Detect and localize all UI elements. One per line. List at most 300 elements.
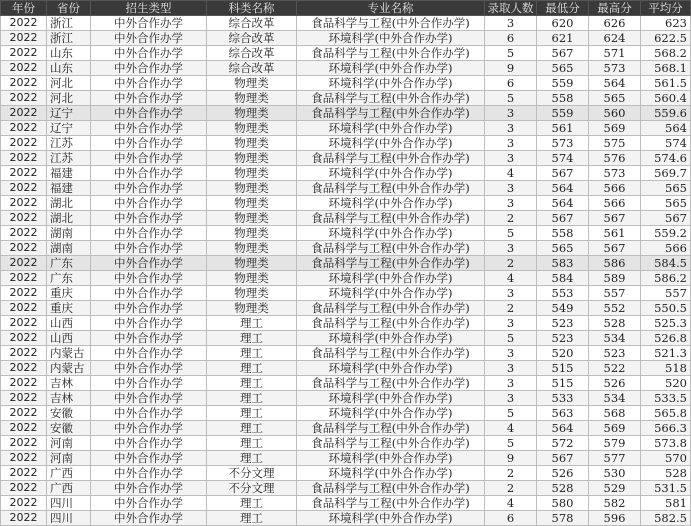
cell-major-name: 食品科学与工程(中外合作办学) (297, 151, 485, 166)
cell-admitted-count: 5 (485, 406, 537, 421)
cell-year: 2022 (1, 136, 47, 151)
cell-major-name: 环境科学(中外合作办学) (297, 61, 485, 76)
cell-year: 2022 (1, 511, 47, 526)
cell-province: 吉林 (47, 376, 91, 391)
cell-year: 2022 (1, 376, 47, 391)
table-row (1, 241, 691, 256)
cell-avg-score: 560.4 (641, 91, 691, 106)
table-row (1, 286, 691, 301)
table-row (1, 196, 691, 211)
cell-subject-category: 物理类 (207, 196, 297, 211)
cell-max-score: 523 (589, 346, 641, 361)
cell-subject-category: 综合改革 (207, 61, 297, 76)
cell-admitted-count: 6 (485, 511, 537, 526)
cell-enroll-type: 中外合作办学 (91, 436, 207, 451)
cell-max-score: 565 (589, 91, 641, 106)
cell-admitted-count: 4 (485, 496, 537, 511)
column-header-enroll-type: 招生类型 (91, 1, 207, 16)
cell-avg-score: 550.5 (641, 301, 691, 316)
cell-subject-category: 理工 (207, 496, 297, 511)
cell-enroll-type: 中外合作办学 (91, 211, 207, 226)
table-row (1, 316, 691, 331)
cell-admitted-count: 2 (485, 481, 537, 496)
cell-admitted-count: 6 (485, 31, 537, 46)
table-row (1, 121, 691, 136)
cell-major-name: 环境科学(中外合作办学) (297, 166, 485, 181)
cell-enroll-type: 中外合作办学 (91, 271, 207, 286)
cell-admitted-count: 3 (485, 136, 537, 151)
cell-major-name: 食品科学与工程(中外合作办学) (297, 241, 485, 256)
cell-max-score: 561 (589, 226, 641, 241)
table-row (1, 91, 691, 106)
cell-enroll-type: 中外合作办学 (91, 376, 207, 391)
cell-enroll-type: 中外合作办学 (91, 421, 207, 436)
cell-subject-category: 理工 (207, 451, 297, 466)
cell-year: 2022 (1, 391, 47, 406)
cell-max-score: 564 (589, 76, 641, 91)
cell-avg-score: 566 (641, 241, 691, 256)
cell-subject-category: 物理类 (207, 301, 297, 316)
cell-major-name: 食品科学与工程(中外合作办学) (297, 91, 485, 106)
cell-enroll-type: 中外合作办学 (91, 76, 207, 91)
cell-avg-score: 525.3 (641, 316, 691, 331)
cell-subject-category: 理工 (207, 331, 297, 346)
cell-year: 2022 (1, 196, 47, 211)
cell-min-score: 621 (537, 31, 589, 46)
cell-subject-category: 物理类 (207, 256, 297, 271)
cell-avg-score: 564 (641, 121, 691, 136)
cell-enroll-type: 中外合作办学 (91, 181, 207, 196)
cell-max-score: 552 (589, 301, 641, 316)
cell-admitted-count: 3 (485, 361, 537, 376)
cell-province: 安徽 (47, 421, 91, 436)
cell-province: 重庆 (47, 286, 91, 301)
cell-avg-score: 622.5 (641, 31, 691, 46)
cell-avg-score: 528 (641, 466, 691, 481)
cell-max-score: 626 (589, 16, 641, 31)
cell-year: 2022 (1, 16, 47, 31)
cell-major-name: 环境科学(中外合作办学) (297, 136, 485, 151)
cell-subject-category: 综合改革 (207, 31, 297, 46)
cell-year: 2022 (1, 256, 47, 271)
cell-year: 2022 (1, 316, 47, 331)
cell-admitted-count: 3 (485, 376, 537, 391)
cell-enroll-type: 中外合作办学 (91, 241, 207, 256)
cell-max-score: 557 (589, 286, 641, 301)
cell-admitted-count: 5 (485, 331, 537, 346)
cell-min-score: 620 (537, 16, 589, 31)
cell-year: 2022 (1, 121, 47, 136)
cell-major-name: 食品科学与工程(中外合作办学) (297, 256, 485, 271)
column-header-admitted-count: 录取人数 (485, 1, 537, 16)
cell-min-score: 523 (537, 331, 589, 346)
cell-min-score: 572 (537, 436, 589, 451)
cell-admitted-count: 3 (485, 391, 537, 406)
cell-admitted-count: 3 (485, 181, 537, 196)
cell-province: 安徽 (47, 406, 91, 421)
cell-subject-category: 理工 (207, 316, 297, 331)
cell-avg-score: 574.6 (641, 151, 691, 166)
cell-subject-category: 理工 (207, 361, 297, 376)
table-row (1, 136, 691, 151)
cell-max-score: 575 (589, 136, 641, 151)
cell-province: 浙江 (47, 31, 91, 46)
cell-major-name: 环境科学(中外合作办学) (297, 226, 485, 241)
cell-year: 2022 (1, 466, 47, 481)
cell-province: 江苏 (47, 151, 91, 166)
cell-min-score: 564 (537, 181, 589, 196)
cell-max-score: 579 (589, 436, 641, 451)
table-row (1, 226, 691, 241)
cell-province: 山东 (47, 61, 91, 76)
cell-province: 四川 (47, 496, 91, 511)
cell-avg-score: 531.5 (641, 481, 691, 496)
cell-year: 2022 (1, 211, 47, 226)
cell-enroll-type: 中外合作办学 (91, 196, 207, 211)
cell-min-score: 515 (537, 376, 589, 391)
table-row (1, 436, 691, 451)
cell-enroll-type: 中外合作办学 (91, 106, 207, 121)
cell-max-score: 529 (589, 481, 641, 496)
cell-year: 2022 (1, 346, 47, 361)
cell-admitted-count: 2 (485, 466, 537, 481)
cell-major-name: 环境科学(中外合作办学) (297, 406, 485, 421)
cell-enroll-type: 中外合作办学 (91, 316, 207, 331)
cell-admitted-count: 2 (485, 256, 537, 271)
cell-admitted-count: 3 (485, 196, 537, 211)
cell-admitted-count: 3 (485, 346, 537, 361)
cell-province: 四川 (47, 511, 91, 526)
cell-major-name: 食品科学与工程(中外合作办学) (297, 16, 485, 31)
cell-major-name: 环境科学(中外合作办学) (297, 391, 485, 406)
cell-avg-score: 568.1 (641, 61, 691, 76)
cell-enroll-type: 中外合作办学 (91, 451, 207, 466)
table-row (1, 391, 691, 406)
cell-major-name: 食品科学与工程(中外合作办学) (297, 181, 485, 196)
cell-enroll-type: 中外合作办学 (91, 391, 207, 406)
cell-avg-score: 566.3 (641, 421, 691, 436)
cell-avg-score: 574 (641, 136, 691, 151)
cell-major-name: 食品科学与工程(中外合作办学) (297, 301, 485, 316)
cell-avg-score: 623 (641, 16, 691, 31)
cell-min-score: 559 (537, 106, 589, 121)
cell-major-name: 环境科学(中外合作办学) (297, 331, 485, 346)
cell-avg-score: 557 (641, 286, 691, 301)
cell-major-name: 环境科学(中外合作办学) (297, 286, 485, 301)
cell-min-score: 574 (537, 151, 589, 166)
cell-avg-score: 565.8 (641, 406, 691, 421)
cell-enroll-type: 中外合作办学 (91, 256, 207, 271)
cell-avg-score: 565 (641, 196, 691, 211)
cell-admitted-count: 3 (485, 121, 537, 136)
cell-province: 河北 (47, 76, 91, 91)
cell-year: 2022 (1, 166, 47, 181)
cell-province: 广东 (47, 271, 91, 286)
cell-year: 2022 (1, 31, 47, 46)
table-row (1, 466, 691, 481)
cell-avg-score: 518 (641, 361, 691, 376)
cell-enroll-type: 中外合作办学 (91, 151, 207, 166)
cell-major-name: 食品科学与工程(中外合作办学) (297, 496, 485, 511)
cell-max-score: 577 (589, 451, 641, 466)
cell-max-score: 528 (589, 316, 641, 331)
cell-min-score: 558 (537, 91, 589, 106)
table-row (1, 211, 691, 226)
cell-min-score: 564 (537, 196, 589, 211)
cell-admitted-count: 9 (485, 451, 537, 466)
cell-max-score: 589 (589, 271, 641, 286)
cell-avg-score: 568.2 (641, 46, 691, 61)
cell-province: 辽宁 (47, 106, 91, 121)
column-header-year: 年份 (1, 1, 47, 16)
cell-max-score: 568 (589, 406, 641, 421)
cell-avg-score: 569.7 (641, 166, 691, 181)
table-row (1, 256, 691, 271)
cell-admitted-count: 4 (485, 166, 537, 181)
cell-enroll-type: 中外合作办学 (91, 31, 207, 46)
cell-province: 山东 (47, 46, 91, 61)
column-header-max-score: 最高分 (589, 1, 641, 16)
cell-min-score: 558 (537, 226, 589, 241)
cell-enroll-type: 中外合作办学 (91, 406, 207, 421)
column-header-major-name: 专业名称 (297, 1, 485, 16)
cell-subject-category: 理工 (207, 421, 297, 436)
cell-major-name: 环境科学(中外合作办学) (297, 31, 485, 46)
cell-year: 2022 (1, 241, 47, 256)
cell-max-score: 624 (589, 31, 641, 46)
cell-avg-score: 567 (641, 211, 691, 226)
cell-min-score: 567 (537, 166, 589, 181)
cell-min-score: 584 (537, 271, 589, 286)
cell-enroll-type: 中外合作办学 (91, 286, 207, 301)
cell-admitted-count: 5 (485, 91, 537, 106)
cell-max-score: 530 (589, 466, 641, 481)
cell-year: 2022 (1, 286, 47, 301)
cell-admitted-count: 2 (485, 301, 537, 316)
cell-year: 2022 (1, 331, 47, 346)
cell-max-score: 534 (589, 331, 641, 346)
table-row (1, 451, 691, 466)
cell-admitted-count: 3 (485, 286, 537, 301)
cell-subject-category: 理工 (207, 391, 297, 406)
cell-min-score: 583 (537, 256, 589, 271)
cell-enroll-type: 中外合作办学 (91, 46, 207, 61)
cell-enroll-type: 中外合作办学 (91, 16, 207, 31)
cell-max-score: 582 (589, 496, 641, 511)
cell-subject-category: 物理类 (207, 121, 297, 136)
cell-min-score: 567 (537, 46, 589, 61)
cell-province: 湖北 (47, 196, 91, 211)
cell-year: 2022 (1, 406, 47, 421)
cell-admitted-count: 3 (485, 16, 537, 31)
cell-year: 2022 (1, 301, 47, 316)
cell-admitted-count: 4 (485, 421, 537, 436)
cell-admitted-count: 2 (485, 211, 537, 226)
cell-enroll-type: 中外合作办学 (91, 226, 207, 241)
table-row (1, 406, 691, 421)
cell-admitted-count: 9 (485, 61, 537, 76)
cell-year: 2022 (1, 361, 47, 376)
cell-subject-category: 物理类 (207, 166, 297, 181)
column-header-province: 省份 (47, 1, 91, 16)
cell-province: 内蒙古 (47, 346, 91, 361)
table-row (1, 181, 691, 196)
cell-min-score: 578 (537, 511, 589, 526)
cell-year: 2022 (1, 76, 47, 91)
cell-major-name: 食品科学与工程(中外合作办学) (297, 346, 485, 361)
cell-avg-score: 561.5 (641, 76, 691, 91)
cell-subject-category: 物理类 (207, 151, 297, 166)
cell-major-name: 食品科学与工程(中外合作办学) (297, 481, 485, 496)
cell-major-name: 食品科学与工程(中外合作办学) (297, 211, 485, 226)
cell-enroll-type: 中外合作办学 (91, 136, 207, 151)
table-row (1, 346, 691, 361)
cell-province: 福建 (47, 181, 91, 196)
table-row (1, 301, 691, 316)
table-row (1, 481, 691, 496)
cell-max-score: 586 (589, 256, 641, 271)
cell-subject-category: 物理类 (207, 91, 297, 106)
cell-major-name: 环境科学(中外合作办学) (297, 466, 485, 481)
cell-min-score: 561 (537, 121, 589, 136)
cell-major-name: 环境科学(中外合作办学) (297, 121, 485, 136)
cell-major-name: 食品科学与工程(中外合作办学) (297, 436, 485, 451)
cell-admitted-count: 5 (485, 436, 537, 451)
cell-max-score: 569 (589, 121, 641, 136)
cell-province: 河南 (47, 451, 91, 466)
cell-province: 河南 (47, 436, 91, 451)
cell-enroll-type: 中外合作办学 (91, 61, 207, 76)
cell-province: 吉林 (47, 391, 91, 406)
cell-avg-score: 565 (641, 181, 691, 196)
table-row (1, 511, 691, 526)
cell-major-name: 环境科学(中外合作办学) (297, 451, 485, 466)
cell-max-score: 566 (589, 181, 641, 196)
cell-min-score: 564 (537, 421, 589, 436)
cell-admitted-count: 3 (485, 316, 537, 331)
cell-province: 湖南 (47, 226, 91, 241)
table-header-row (1, 1, 691, 16)
table-row (1, 106, 691, 121)
cell-min-score: 520 (537, 346, 589, 361)
cell-year: 2022 (1, 496, 47, 511)
cell-province: 湖南 (47, 241, 91, 256)
cell-year: 2022 (1, 151, 47, 166)
cell-subject-category: 物理类 (207, 241, 297, 256)
cell-max-score: 534 (589, 391, 641, 406)
cell-year: 2022 (1, 226, 47, 241)
column-header-min-score: 最低分 (537, 1, 589, 16)
cell-subject-category: 物理类 (207, 76, 297, 91)
cell-avg-score: 584.5 (641, 256, 691, 271)
cell-subject-category: 理工 (207, 436, 297, 451)
cell-min-score: 580 (537, 496, 589, 511)
cell-min-score: 523 (537, 316, 589, 331)
cell-subject-category: 不分文理 (207, 466, 297, 481)
cell-admitted-count: 5 (485, 46, 537, 61)
cell-subject-category: 不分文理 (207, 481, 297, 496)
cell-avg-score: 526.8 (641, 331, 691, 346)
table-row (1, 76, 691, 91)
cell-max-score: 576 (589, 151, 641, 166)
cell-year: 2022 (1, 46, 47, 61)
cell-enroll-type: 中外合作办学 (91, 511, 207, 526)
cell-province: 辽宁 (47, 121, 91, 136)
table-row (1, 271, 691, 286)
cell-major-name: 环境科学(中外合作办学) (297, 511, 485, 526)
cell-major-name: 环境科学(中外合作办学) (297, 271, 485, 286)
cell-province: 福建 (47, 166, 91, 181)
cell-year: 2022 (1, 106, 47, 121)
cell-province: 湖北 (47, 211, 91, 226)
cell-avg-score: 533.5 (641, 391, 691, 406)
cell-subject-category: 物理类 (207, 211, 297, 226)
cell-max-score: 522 (589, 361, 641, 376)
cell-year: 2022 (1, 91, 47, 106)
cell-enroll-type: 中外合作办学 (91, 91, 207, 106)
cell-min-score: 559 (537, 76, 589, 91)
table-row (1, 31, 691, 46)
cell-province: 江苏 (47, 136, 91, 151)
cell-subject-category: 物理类 (207, 136, 297, 151)
cell-max-score: 573 (589, 166, 641, 181)
cell-enroll-type: 中外合作办学 (91, 331, 207, 346)
cell-year: 2022 (1, 451, 47, 466)
cell-avg-score: 582.5 (641, 511, 691, 526)
table-row (1, 151, 691, 166)
table-row (1, 376, 691, 391)
cell-province: 广东 (47, 256, 91, 271)
cell-major-name: 环境科学(中外合作办学) (297, 196, 485, 211)
cell-year: 2022 (1, 421, 47, 436)
cell-max-score: 569 (589, 421, 641, 436)
cell-max-score: 573 (589, 61, 641, 76)
cell-subject-category: 理工 (207, 376, 297, 391)
cell-avg-score: 521.3 (641, 346, 691, 361)
cell-min-score: 565 (537, 61, 589, 76)
cell-min-score: 565 (537, 241, 589, 256)
cell-max-score: 571 (589, 46, 641, 61)
cell-min-score: 533 (537, 391, 589, 406)
cell-min-score: 553 (537, 286, 589, 301)
cell-major-name: 食品科学与工程(中外合作办学) (297, 106, 485, 121)
cell-subject-category: 物理类 (207, 226, 297, 241)
cell-avg-score: 581 (641, 496, 691, 511)
cell-min-score: 515 (537, 361, 589, 376)
cell-min-score: 526 (537, 466, 589, 481)
cell-avg-score: 573.8 (641, 436, 691, 451)
cell-year: 2022 (1, 481, 47, 496)
cell-enroll-type: 中外合作办学 (91, 301, 207, 316)
cell-max-score: 526 (589, 376, 641, 391)
cell-subject-category: 综合改革 (207, 16, 297, 31)
table-row (1, 16, 691, 31)
table-row (1, 361, 691, 376)
cell-province: 广西 (47, 466, 91, 481)
cell-major-name: 食品科学与工程(中外合作办学) (297, 421, 485, 436)
cell-enroll-type: 中外合作办学 (91, 346, 207, 361)
cell-major-name: 环境科学(中外合作办学) (297, 361, 485, 376)
cell-avg-score: 586.2 (641, 271, 691, 286)
table-row (1, 331, 691, 346)
cell-max-score: 560 (589, 106, 641, 121)
cell-avg-score: 559.6 (641, 106, 691, 121)
table-row (1, 421, 691, 436)
cell-enroll-type: 中外合作办学 (91, 466, 207, 481)
column-header-subject-category: 科类名称 (207, 1, 297, 16)
cell-enroll-type: 中外合作办学 (91, 496, 207, 511)
cell-enroll-type: 中外合作办学 (91, 121, 207, 136)
